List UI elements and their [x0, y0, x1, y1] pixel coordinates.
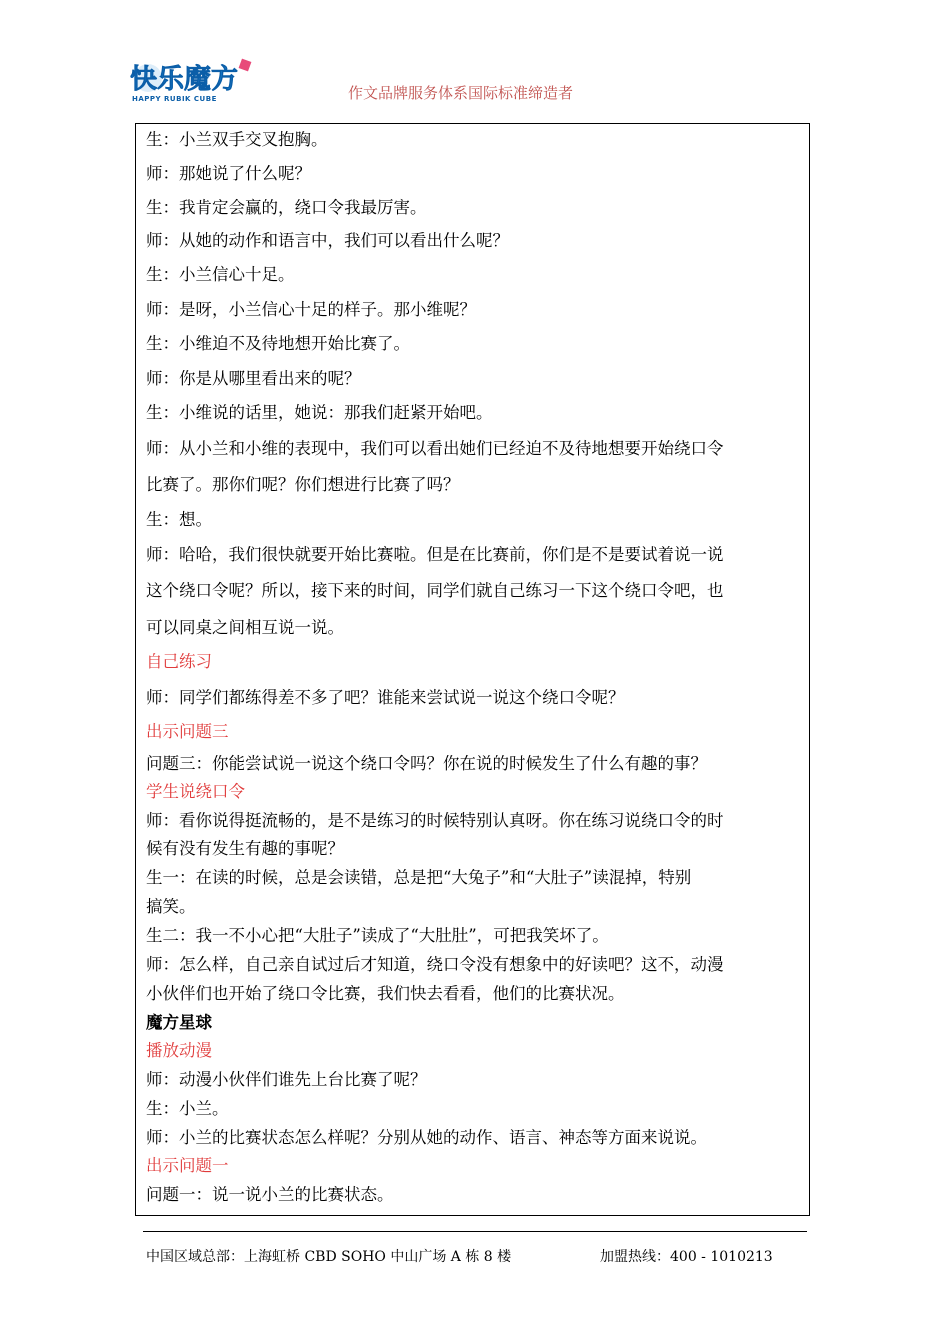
- dialogue-line: 师：怎么样，自己亲自试过后才知道，绕口令没有想象中的好读吧？这不，动漫: [146, 955, 724, 974]
- logo-subtext: HAPPY RUBIK CUBE: [132, 95, 217, 103]
- brand-tagline: 作文品牌服务体系国际标准缔造者: [348, 84, 574, 102]
- dialogue-line: 师：哈哈，我们很快就要开始比赛啦。但是在比赛前，你们是不是要试着说一说: [146, 545, 724, 564]
- question-line: 问题一：说一说小兰的比赛状态。: [146, 1185, 394, 1204]
- section-label-self-practice: 自己练习: [146, 652, 212, 671]
- dialogue-line: 师：同学们都练得差不多了吧？谁能来尝试说一说这个绕口令呢？: [146, 688, 625, 707]
- dialogue-line: 候有没有发生有趣的事呢？: [146, 839, 344, 858]
- dialogue-line: 师：从她的动作和语言中，我们可以看出什么呢？: [146, 231, 509, 250]
- brand-logo: [128, 56, 258, 104]
- question-line: 问题三：你能尝试说一说这个绕口令吗？你在说的时候发生了什么有趣的事？: [146, 754, 707, 773]
- dialogue-line: 师：看你说得挺流畅的，是不是练习的时候特别认真呀。你在练习说绕口令的时: [146, 811, 724, 830]
- dialogue-line: 生：小兰信心十足。: [146, 265, 295, 284]
- dialogue-line: 生二：我一不小心把“大肚子”读成了“大肚肚”，可把我笑坏了。: [146, 926, 609, 945]
- footer-divider: [143, 1231, 807, 1232]
- dialogue-line: 生：小维迫不及待地想开始比赛了。: [146, 334, 410, 353]
- logo-text: 快乐魔方: [130, 64, 238, 95]
- dialogue-line: 生：想。: [146, 510, 212, 529]
- dialogue-line: 这个绕口令呢？所以，接下来的时间，同学们就自己练习一下这个绕口令吧，也: [146, 581, 724, 600]
- dialogue-line: 师：动漫小伙伴们谁先上台比赛了呢？: [146, 1070, 427, 1089]
- footer-address: 中国区域总部：上海虹桥 CBD SOHO 中山广场 A 栋 8 楼: [146, 1249, 512, 1265]
- dialogue-line: 小伙伴们也开始了绕口令比赛，我们快去看看，他们的比赛状况。: [146, 984, 625, 1003]
- dialogue-line: 师：是呀，小兰信心十足的样子。那小维呢？: [146, 300, 476, 319]
- section-label-play-animation: 播放动漫: [146, 1041, 212, 1060]
- dialogue-line: 生：我肯定会赢的，绕口令我最厉害。: [146, 198, 427, 217]
- content-frame: [135, 123, 810, 1216]
- dialogue-line: 生：小兰。: [146, 1099, 229, 1118]
- dialogue-line: 师：那她说了什么呢？: [146, 164, 311, 183]
- footer-hotline: 加盟热线：400 - 1010213: [600, 1249, 773, 1265]
- section-heading-magic-planet: 魔方星球: [146, 1013, 212, 1032]
- section-label-show-question-3: 出示问题三: [146, 722, 229, 741]
- section-label-students-speak: 学生说绕口令: [146, 782, 245, 801]
- dialogue-line: 生：小维说的话里，她说：那我们赶紧开始吧。: [146, 403, 493, 422]
- dialogue-line: 师：你是从哪里看出来的呢？: [146, 369, 361, 388]
- dialogue-line: 比赛了。那你们呢？你们想进行比赛了吗？: [146, 475, 460, 494]
- dialogue-line: 师：从小兰和小维的表现中，我们可以看出她们已经迫不及待地想要开始绕口令: [146, 439, 724, 458]
- section-label-show-question-1: 出示问题一: [146, 1156, 229, 1175]
- dialogue-line: 师：小兰的比赛状态怎么样呢？分别从她的动作、语言、神态等方面来说说。: [146, 1128, 707, 1147]
- dialogue-line: 搞笑。: [146, 897, 196, 916]
- dialogue-line: 生一：在读的时候，总是会读错，总是把“大兔子”和“大肚子”读混掉，特别: [146, 868, 692, 887]
- dialogue-line: 可以同桌之间相互说一说。: [146, 618, 344, 637]
- dialogue-line: 生：小兰双手交叉抱胸。: [146, 130, 328, 149]
